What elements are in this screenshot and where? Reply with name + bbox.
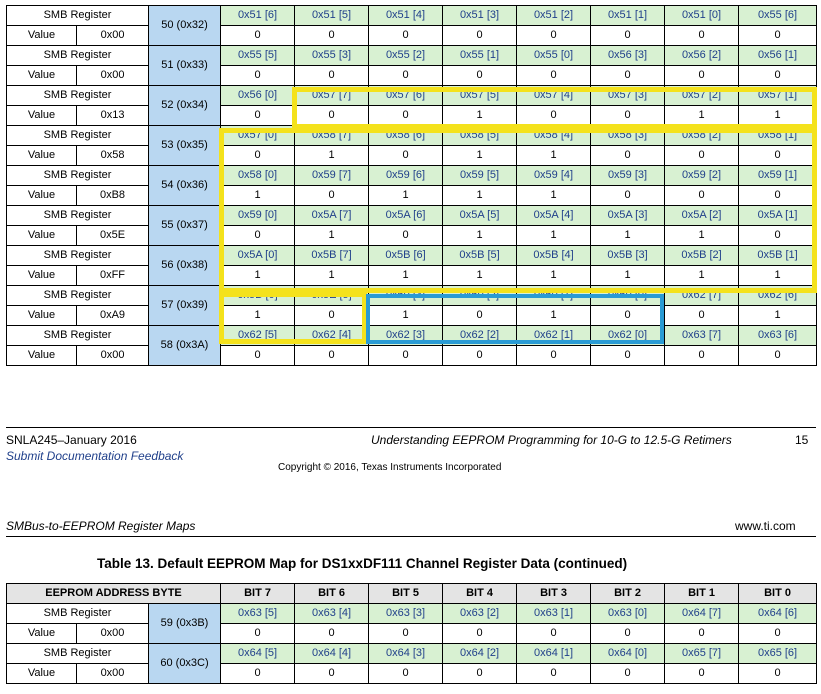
bit-mapping-cell: 0x51 [1] [591,6,665,26]
bit-value-cell: 0 [739,624,817,644]
bit-mapping-cell: 0x64 [0] [591,644,665,664]
bit-value-cell: 0 [517,624,591,644]
column-header-bit: BIT 6 [295,584,369,604]
bit-value-cell: 1 [221,306,295,326]
value-row [7,226,817,246]
bit-value-cell: 0 [739,66,817,86]
bit-value-cell: 0 [369,146,443,166]
bit-mapping-cell: 0x64 [7] [665,604,739,624]
bit-mapping-cell: 0x59 [0] [221,206,295,226]
bit-value-cell: 0 [665,624,739,644]
feedback-link[interactable]: Submit Documentation Feedback [6,449,184,463]
bit-value-cell: 0 [443,306,517,326]
bit-value-cell: 0 [739,346,817,366]
bit-mapping-cell: 0x57 [6] [369,86,443,106]
bit-mapping-cell: 0x64 [6] [739,604,817,624]
bit-mapping-cell: 0x56 [0] [221,86,295,106]
bit-mapping-cell: 0x59 [5] [443,166,517,186]
bit-value-cell: 0 [591,306,665,326]
bit-mapping-cell: 0x58 [7] [295,126,369,146]
bit-value-cell: 0 [665,146,739,166]
bit-mapping-cell: 0x64 [5] [221,644,295,664]
bit-value-cell: 0 [369,106,443,126]
bit-mapping-cell: 0x56 [3] [591,46,665,66]
bit-value-cell: 1 [443,226,517,246]
smb-register-row [7,644,817,664]
register-value: 0x5E [77,226,149,246]
bit-value-cell: 0 [295,106,369,126]
bit-mapping-cell: 0x51 [4] [369,6,443,26]
bit-mapping-cell: 0x64 [3] [369,644,443,664]
register-value: 0xA9 [77,306,149,326]
value-row [7,346,817,366]
bit-mapping-cell: 0x57 [4] [517,86,591,106]
bit-value-cell: 0 [369,664,443,684]
bit-value-cell: 0 [665,306,739,326]
bit-value-cell: 1 [221,186,295,206]
register-value: 0x00 [77,26,149,46]
bit-mapping-cell: 0x5B [4] [517,246,591,266]
bit-value-cell: 0 [665,664,739,684]
bit-mapping-cell: 0x57 [7] [295,86,369,106]
bit-value-cell: 0 [665,346,739,366]
column-header-bit: BIT 5 [369,584,443,604]
smb-register-label: SMB Register [7,126,149,146]
bit-mapping-cell: 0x58 [5] [443,126,517,146]
bit-mapping-cell: 0x51 [6] [221,6,295,26]
bit-value-cell: 0 [739,26,817,46]
bit-value-cell: 1 [591,266,665,286]
value-label: Value [7,26,77,46]
bit-mapping-cell: 0x59 [7] [295,166,369,186]
bit-value-cell: 0 [517,66,591,86]
bit-value-cell: 0 [443,664,517,684]
bit-mapping-cell: 0x5A [1] [739,206,817,226]
bit-value-cell: 0 [221,226,295,246]
column-header-bit: BIT 4 [443,584,517,604]
bit-mapping-cell: 0x51 [5] [295,6,369,26]
value-label: Value [7,346,77,366]
bit-mapping-cell: 0x5B [3] [591,246,665,266]
register-value: 0x00 [77,624,149,644]
footer-rule [6,427,816,428]
smb-register-row [7,6,817,26]
bit-mapping-cell: 0x63 [2] [443,604,517,624]
bit-value-cell: 0 [665,186,739,206]
bit-mapping-cell: 0x5A [2] [665,206,739,226]
bit-mapping-cell: 0x56 [2] [665,46,739,66]
register-value: 0xFF [77,266,149,286]
bit-value-cell: 0 [739,226,817,246]
bit-mapping-cell: 0x51 [3] [443,6,517,26]
eeprom-address: 57 (0x39) [149,286,221,326]
bit-value-cell: 0 [739,146,817,166]
bit-mapping-cell: 0x60 [0] [591,286,665,306]
bit-mapping-cell: 0x55 [5] [221,46,295,66]
bit-mapping-cell: 0x55 [3] [295,46,369,66]
register-value: 0x00 [77,66,149,86]
doc-id: SNLA245–January 2016 [6,433,137,447]
bit-mapping-cell: 0x5B [7] [295,246,369,266]
bit-value-cell: 1 [665,226,739,246]
value-row [7,266,817,286]
bit-value-cell: 0 [591,664,665,684]
register-value: 0x58 [77,146,149,166]
header-rule [6,536,816,537]
bit-mapping-cell: 0x63 [6] [739,326,817,346]
bit-value-cell: 0 [443,346,517,366]
bit-mapping-cell: 0x62 [0] [591,326,665,346]
bit-value-cell: 0 [221,346,295,366]
value-label: Value [7,266,77,286]
bit-value-cell: 0 [369,26,443,46]
bit-value-cell: 0 [295,624,369,644]
bit-value-cell: 1 [295,226,369,246]
bit-value-cell: 0 [591,346,665,366]
bit-mapping-cell: 0x58 [2] [665,126,739,146]
smb-register-label: SMB Register [7,46,149,66]
register-value: 0x00 [77,664,149,684]
value-row [7,624,817,644]
bit-mapping-cell: 0x60 [2] [443,286,517,306]
bit-mapping-cell: 0x5B [6] [369,246,443,266]
bit-mapping-cell: 0x62 [5] [221,326,295,346]
value-label: Value [7,106,77,126]
section-header: SMBus-to-EEPROM Register Maps [6,519,196,533]
bit-mapping-cell: 0x58 [1] [739,126,817,146]
bit-value-cell: 1 [443,106,517,126]
bit-value-cell: 0 [221,66,295,86]
bit-mapping-cell: 0x5A [5] [443,206,517,226]
bit-value-cell: 0 [295,186,369,206]
bit-value-cell: 1 [517,306,591,326]
doc-title: Understanding EEPROM Programming for 10-G to 12.5-G Retimers [371,433,732,447]
bit-value-cell: 1 [665,266,739,286]
bit-value-cell: 0 [517,664,591,684]
column-header-address: EEPROM ADDRESS BYTE [7,584,221,604]
eeprom-address: 59 (0x3B) [149,604,221,644]
bit-mapping-cell: 0x58 [6] [369,126,443,146]
eeprom-address: 55 (0x37) [149,206,221,246]
bit-mapping-cell: 0x65 [7] [665,644,739,664]
bit-value-cell: 0 [221,26,295,46]
smb-register-row [7,46,817,66]
value-label: Value [7,146,77,166]
bit-value-cell: 0 [295,664,369,684]
bit-mapping-cell: 0x59 [3] [591,166,665,186]
bit-mapping-cell: 0x57 [2] [665,86,739,106]
value-row [7,106,817,126]
bit-mapping-cell: 0x5B [1] [739,246,817,266]
bit-value-cell: 0 [443,26,517,46]
bit-value-cell: 0 [443,66,517,86]
bit-value-cell: 1 [739,306,817,326]
bit-value-cell: 0 [221,106,295,126]
smb-register-row [7,604,817,624]
bit-value-cell: 0 [295,26,369,46]
bit-mapping-cell: 0x57 [5] [443,86,517,106]
bit-value-cell: 1 [739,106,817,126]
bit-value-cell: 1 [369,186,443,206]
smb-register-label: SMB Register [7,166,149,186]
smb-register-label: SMB Register [7,246,149,266]
bit-mapping-cell: 0x55 [0] [517,46,591,66]
smb-register-label: SMB Register [7,604,149,624]
bit-value-cell: 0 [443,624,517,644]
column-header-bit: BIT 0 [739,584,817,604]
smb-register-row [7,126,817,146]
smb-register-row [7,166,817,186]
bit-value-cell: 0 [517,106,591,126]
value-label: Value [7,186,77,206]
bit-value-cell: 0 [517,346,591,366]
value-label: Value [7,226,77,246]
column-header-bit: BIT 1 [665,584,739,604]
column-header-bit: BIT 7 [221,584,295,604]
bit-value-cell: 1 [369,306,443,326]
bit-mapping-cell: 0x59 [6] [369,166,443,186]
bit-value-cell: 0 [295,346,369,366]
bit-value-cell: 0 [369,624,443,644]
bit-value-cell: 0 [665,26,739,46]
bit-mapping-cell: 0x63 [7] [665,326,739,346]
column-header-row [7,584,817,604]
bit-value-cell: 0 [591,146,665,166]
bit-value-cell: 0 [591,66,665,86]
bit-mapping-cell: 0x63 [4] [295,604,369,624]
value-row [7,186,817,206]
bit-mapping-cell: 0x63 [0] [591,604,665,624]
bit-value-cell: 1 [295,146,369,166]
eeprom-address: 51 (0x33) [149,46,221,86]
value-label: Value [7,306,77,326]
bit-value-cell: 0 [739,664,817,684]
bit-value-cell: 0 [591,26,665,46]
bit-mapping-cell: 0x62 [3] [369,326,443,346]
bit-mapping-cell: 0x5B [2] [665,246,739,266]
bit-mapping-cell: 0x64 [2] [443,644,517,664]
column-header-bit: BIT 3 [517,584,591,604]
bit-value-cell: 0 [591,186,665,206]
value-label: Value [7,624,77,644]
bit-value-cell: 1 [517,186,591,206]
bit-value-cell: 0 [221,624,295,644]
bit-mapping-cell: 0x63 [5] [221,604,295,624]
bit-value-cell: 1 [443,266,517,286]
copyright: Copyright © 2016, Texas Instruments Incorporated [278,462,502,473]
bit-mapping-cell: 0x62 [1] [517,326,591,346]
bit-mapping-cell: 0x51 [2] [517,6,591,26]
bit-value-cell: 1 [591,226,665,246]
bit-mapping-cell: 0x5B [5] [443,246,517,266]
value-label: Value [7,664,77,684]
bit-mapping-cell: 0x64 [1] [517,644,591,664]
bit-mapping-cell: 0x5B [0] [221,286,295,306]
site-url[interactable]: www.ti.com [735,519,796,533]
eeprom-address: 56 (0x38) [149,246,221,286]
bit-value-cell: 0 [221,146,295,166]
bit-mapping-cell: 0x60 [3] [369,286,443,306]
value-row [7,664,817,684]
bit-mapping-cell: 0x58 [3] [591,126,665,146]
eeprom-address: 52 (0x34) [149,86,221,126]
bit-mapping-cell: 0x5A [0] [221,246,295,266]
smb-register-row [7,286,817,306]
bit-mapping-cell: 0x5E [5] [295,286,369,306]
bit-value-cell: 1 [295,266,369,286]
bit-mapping-cell: 0x59 [1] [739,166,817,186]
bit-mapping-cell: 0x64 [4] [295,644,369,664]
value-row [7,146,817,166]
bit-mapping-cell: 0x62 [6] [739,286,817,306]
bit-value-cell: 1 [369,266,443,286]
register-value: 0x00 [77,346,149,366]
bit-mapping-cell: 0x59 [2] [665,166,739,186]
bit-value-cell: 1 [221,266,295,286]
smb-register-label: SMB Register [7,286,149,306]
bit-value-cell: 1 [443,146,517,166]
bit-value-cell: 1 [665,106,739,126]
smb-register-label: SMB Register [7,644,149,664]
register-value: 0xB8 [77,186,149,206]
bit-mapping-cell: 0x59 [4] [517,166,591,186]
bit-mapping-cell: 0x58 [4] [517,126,591,146]
page-number: 15 [795,433,809,447]
bit-value-cell: 0 [517,26,591,46]
value-label: Value [7,66,77,86]
eeprom-address: 53 (0x35) [149,126,221,166]
bit-mapping-cell: 0x57 [3] [591,86,665,106]
smb-register-label: SMB Register [7,326,149,346]
smb-register-row [7,206,817,226]
smb-register-row [7,86,817,106]
bit-mapping-cell: 0x63 [3] [369,604,443,624]
value-row [7,306,817,326]
bit-value-cell: 0 [591,624,665,644]
table-title: Table 13. Default EEPROM Map for DS1xxDF111 Channel Register Data (continued) [97,556,628,571]
eeprom-address: 58 (0x3A) [149,326,221,366]
eeprom-address: 54 (0x36) [149,166,221,206]
bit-value-cell: 0 [591,106,665,126]
bit-mapping-cell: 0x56 [1] [739,46,817,66]
bit-mapping-cell: 0x57 [1] [739,86,817,106]
value-row [7,66,817,86]
smb-register-row [7,246,817,266]
bit-mapping-cell: 0x62 [7] [665,286,739,306]
smb-register-row [7,326,817,346]
eeprom-address: 50 (0x32) [149,6,221,46]
bit-mapping-cell: 0x51 [0] [665,6,739,26]
bit-mapping-cell: 0x65 [6] [739,644,817,664]
bit-mapping-cell: 0x5A [6] [369,206,443,226]
bit-mapping-cell: 0x55 [2] [369,46,443,66]
bit-value-cell: 1 [517,146,591,166]
bit-mapping-cell: 0x5A [7] [295,206,369,226]
bit-value-cell: 1 [517,226,591,246]
value-row [7,26,817,46]
bit-mapping-cell: 0x62 [2] [443,326,517,346]
bit-value-cell: 1 [517,266,591,286]
bit-value-cell: 1 [739,266,817,286]
bit-mapping-cell: 0x57 [0] [221,126,295,146]
smb-register-label: SMB Register [7,86,149,106]
bit-value-cell: 0 [369,346,443,366]
bit-value-cell: 0 [665,66,739,86]
bit-value-cell: 0 [221,664,295,684]
bit-value-cell: 0 [295,306,369,326]
bit-mapping-cell: 0x5A [4] [517,206,591,226]
smb-register-label: SMB Register [7,6,149,26]
register-map-table-bottom [6,583,817,684]
column-header-bit: BIT 2 [591,584,665,604]
bit-mapping-cell: 0x62 [4] [295,326,369,346]
bit-mapping-cell: 0x5A [3] [591,206,665,226]
bit-mapping-cell: 0x60 [1] [517,286,591,306]
bit-value-cell: 0 [369,66,443,86]
eeprom-address: 60 (0x3C) [149,644,221,684]
bit-value-cell: 0 [739,186,817,206]
bit-mapping-cell: 0x63 [1] [517,604,591,624]
bit-value-cell: 0 [369,226,443,246]
bit-mapping-cell: 0x55 [6] [739,6,817,26]
bit-value-cell: 0 [295,66,369,86]
register-value: 0x13 [77,106,149,126]
bit-mapping-cell: 0x58 [0] [221,166,295,186]
register-map-table-top [6,5,817,366]
bit-mapping-cell: 0x55 [1] [443,46,517,66]
bit-value-cell: 1 [443,186,517,206]
smb-register-label: SMB Register [7,206,149,226]
